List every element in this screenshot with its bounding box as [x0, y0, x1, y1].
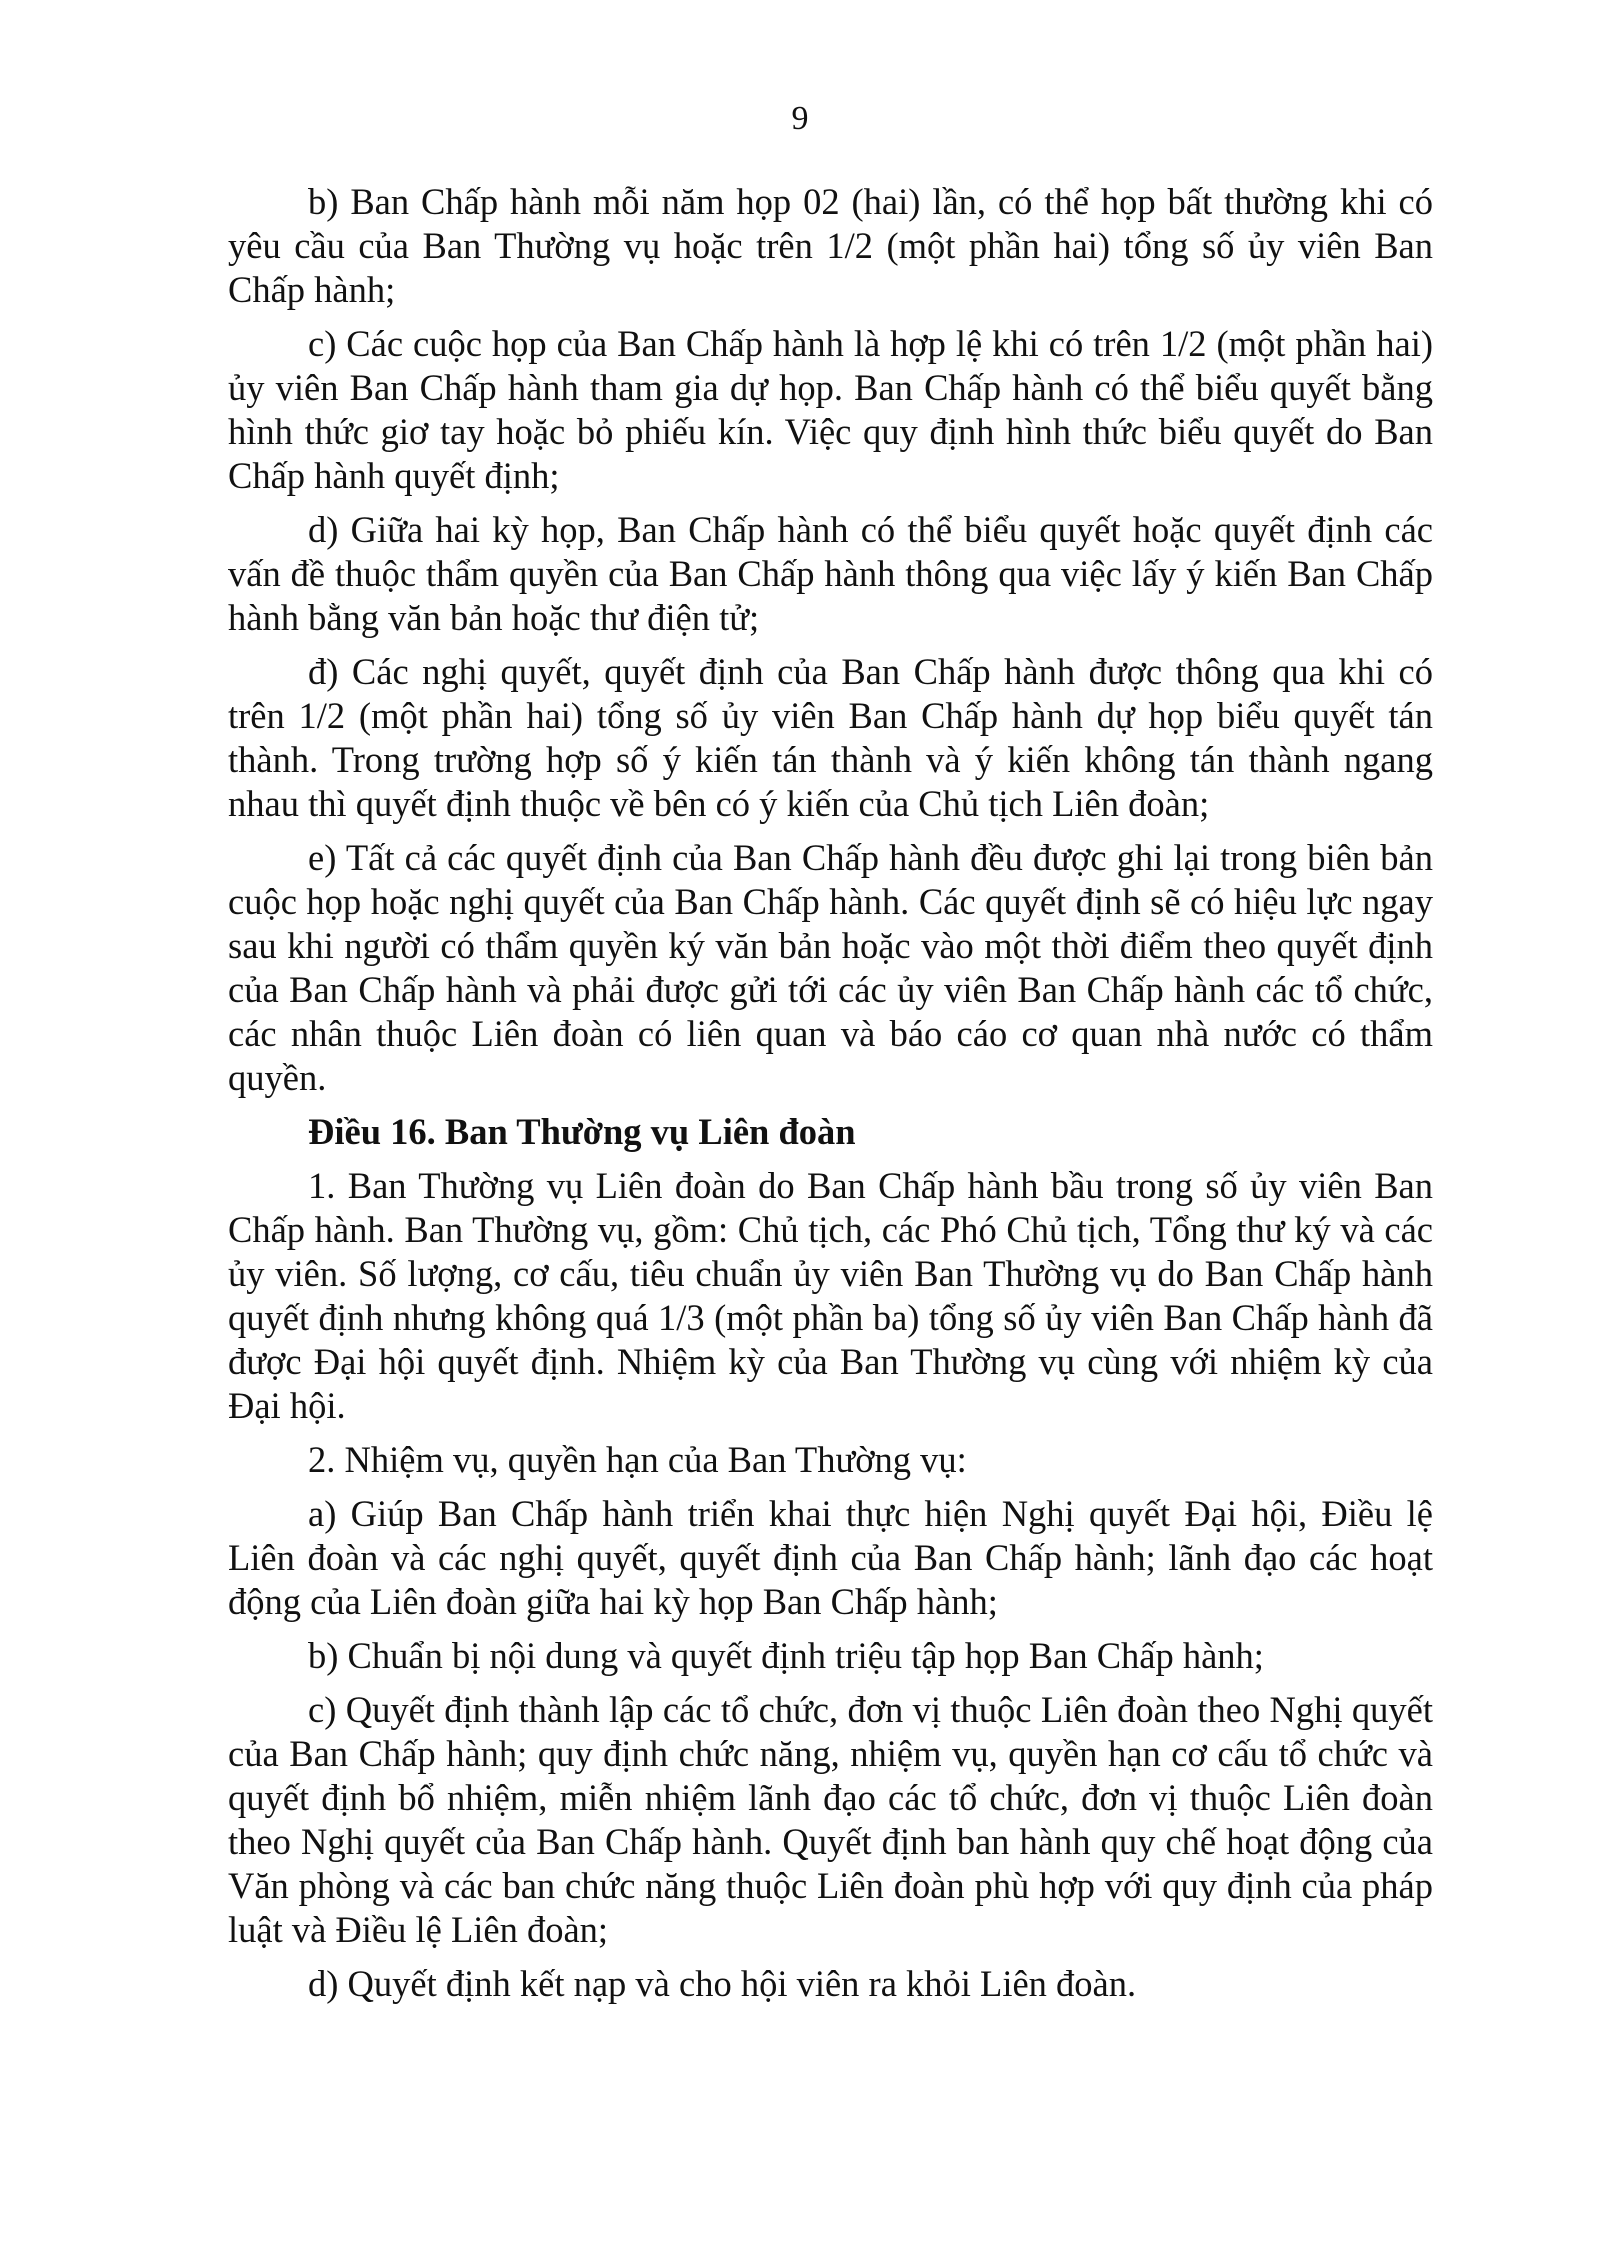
paragraph-b-prepare: b) Chuẩn bị nội dung và quyết định triệu tập họp Ban Chấp hành; [308, 1635, 1264, 1676]
page-number: 9 [791, 100, 809, 137]
paragraph-a-assist: a) Giúp Ban Chấp hành triển khai thực hiện Nghị quyết Đại hội, Điều lệ Liên đoàn và các nghị quyết, quyết định của Ban Chấp hành; lãnh đạo các hoạt động của Liên đoàn giữa hai kỳ họp Ban Chấp hành; [228, 1493, 1433, 1622]
paragraph-b-meeting-frequency: b) Ban Chấp hành mỗi năm họp 02 (hai) lần, có thể họp bất thường khi có yêu cầu của Ban Thường vụ hoặc trên 1/2 (một phần hai) tổng số ủy viên Ban Chấp hành; [228, 181, 1433, 310]
paragraph-1-standing-committee: 1. Ban Thường vụ Liên đoàn do Ban Chấp hành bầu trong số ủy viên Ban Chấp hành. Ban Thường vụ, gồm: Chủ tịch, các Phó Chủ tịch, Tổng thư ký và các ủy viên. Số lượng, cơ cấu, tiêu chuẩn ủy viên Ban Thường vụ do Ban Chấp hành quyết định nhưng không quá 1/3 (một phần ba) tổng số ủy viên Ban Chấp hành đã được Đại hội quyết định. Nhiệm kỳ của Ban Thường vụ cùng với nhiệm kỳ của Đại hội. [228, 1165, 1433, 1426]
paragraph-c-establish: c) Quyết định thành lập các tổ chức, đơn vị thuộc Liên đoàn theo Nghị quyết của Ban Chấp hành; quy định chức năng, nhiệm vụ, quyền hạn cơ cấu tổ chức và quyết định bổ nhiệm, miễn nhiệm lãnh đạo các tổ chức, đơn vị thuộc Liên đoàn theo Nghị quyết của Ban Chấp hành. Quyết định ban hành quy chế hoạt động của Văn phòng và các ban chức năng thuộc Liên đoàn phù hợp với quy định của pháp luật và Điều lệ Liên đoàn; [228, 1689, 1433, 1950]
article-16-heading: Điều 16. Ban Thường vụ Liên đoàn [308, 1111, 856, 1152]
paragraph-dd-resolutions: đ) Các nghị quyết, quyết định của Ban Chấp hành được thông qua khi có trên 1/2 (một phần hai) tổng số ủy viên Ban Chấp hành dự họp biểu quyết tán thành. Trong trường hợp số ý kiến tán thành và ý kiến không tán thành ngang nhau thì quyết định thuộc về bên có ý kiến của Chủ tịch Liên đoàn; [228, 651, 1433, 824]
paragraph-e-decisions-record: e) Tất cả các quyết định của Ban Chấp hành đều được ghi lại trong biên bản cuộc họp hoặc nghị quyết của Ban Chấp hành. Các quyết định sẽ có hiệu lực ngay sau khi người có thẩm quyền ký văn bản hoặc vào một thời điểm theo quyết định của Ban Chấp hành và phải được gửi tới các ủy viên Ban Chấp hành các tổ chức, các nhân thuộc Liên đoàn có liên quan và báo cáo cơ quan nhà nước có thẩm quyền. [228, 837, 1433, 1098]
document-body [228, 180, 1433, 2016]
paragraph-d-membership: d) Quyết định kết nạp và cho hội viên ra khỏi Liên đoàn. [308, 1963, 1137, 2004]
paragraph-d-remote-voting: d) Giữa hai kỳ họp, Ban Chấp hành có thể biểu quyết hoặc quyết định các vấn đề thuộc thẩm quyền của Ban Chấp hành thông qua việc lấy ý kiến Ban Chấp hành bằng văn bản hoặc thư điện tử; [228, 509, 1433, 638]
paragraph-c-meeting-validity: c) Các cuộc họp của Ban Chấp hành là hợp lệ khi có trên 1/2 (một phần hai) ủy viên Ban Chấp hành tham gia dự họp. Ban Chấp hành có thể biểu quyết bằng hình thức giơ tay hoặc bỏ phiếu kín. Việc quy định hình thức biểu quyết do Ban Chấp hành quyết định; [228, 323, 1433, 496]
paragraph-2-duties-title: 2. Nhiệm vụ, quyền hạn của Ban Thường vụ: [308, 1439, 967, 1480]
